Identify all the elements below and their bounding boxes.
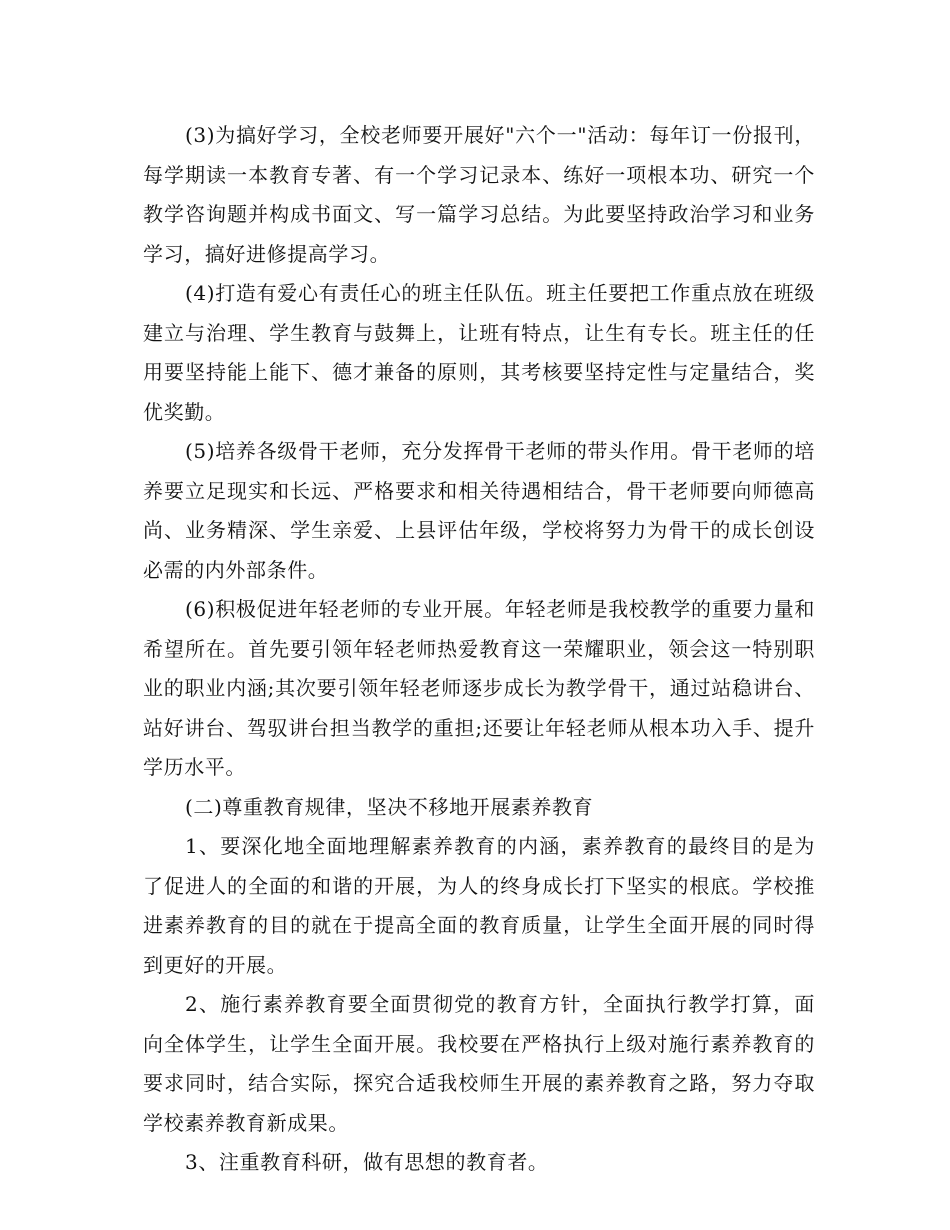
- paragraph-item-2: 2、施行素养教育要全面贯彻党的教育方针，全面执行教学打算，面向全体学生，让学生全面开展。我校要在严格执行上级对施行素养教育的要求同时，结合实际，探究合适我校师生开展的素养教育之路，努力夺取学校素养教育新成果。: [143, 992, 815, 1135]
- paragraph-head-teacher-team: (4)打造有爱心有责任心的班主任队伍。班主任要把工作重点放在班级建立与治理、学生教育与鼓舞上，让班有特点，让生有专长。班主任的任用要坚持能上能下、德才兼备的原则，其考核要坚持定性与定量结合，奖优奖勤。: [143, 281, 815, 424]
- paragraph-item-1: 1、要深化地全面地理解素养教育的内涵，素养教育的最终目的是为了促进人的全面的和谐的开展，为人的终身成长打下坚实的根底。学校推进素养教育的目的就在于提高全面的教育质量，让学生全面开展的同时得到更好的开展。: [143, 834, 815, 977]
- paragraph-young-teachers: (6)积极促进年轻老师的专业开展。年轻老师是我校教学的重要力量和希望所在。首先要引领年轻老师热爱教育这一荣耀职业，领会这一特别职业的职业内涵;其次要引领年轻老师逐步成长为教学骨干，通过站稳讲台、站好讲台、驾驭讲台担当教学的重担;还要让年轻老师从根本功入手、提升学历水平。: [143, 597, 815, 779]
- document-body: [143, 116, 815, 1183]
- paragraph-item-3: 3、注重教育科研，做有思想的教育者。: [185, 1150, 549, 1174]
- paragraph-teacher-study-activities: (3)为搞好学习，全校老师要开展好"六个一"活动：每年订一份报刊，每学期读一本教育专著、有一个学习记录本、练好一项根本功、研究一个教学咨询题并构成书面文、写一篇学习总结。为此要坚持政治学习和业务学习，搞好进修提高学习。: [143, 123, 815, 266]
- paragraph-backbone-teachers: (5)培养各级骨干老师，充分发挥骨干老师的带头作用。骨干老师的培养要立足现实和长远、严格要求和相关待遇相结合，骨干老师要向师德高尚、业务精深、学生亲爱、上县评估年级，学校将努力为骨干的成长创设必需的内外部条件。: [143, 439, 815, 582]
- section-heading-quality-education: (二)尊重教育规律，坚决不移地开展素养教育: [185, 794, 594, 819]
